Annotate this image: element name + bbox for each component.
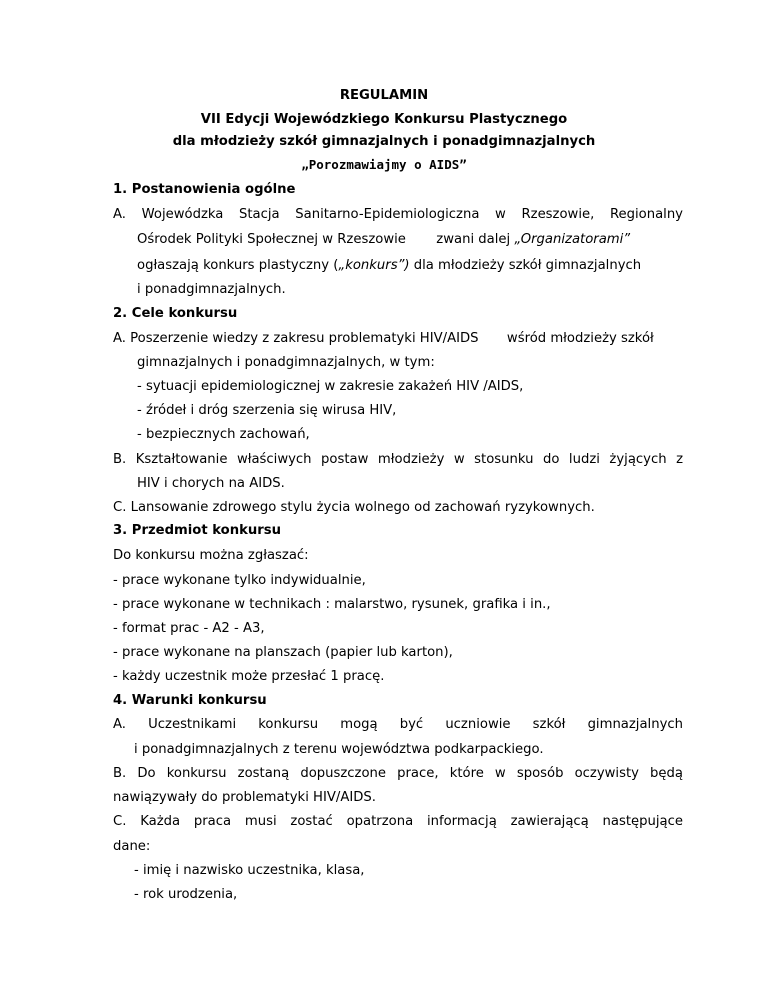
s1-a-line-3: [137, 257, 641, 275]
s3-dash-1: - prace wykonane tylko indywidualnie,: [113, 573, 366, 588]
s4-b-line-2: nawiązywały do problematyki HIV/AIDS.: [113, 790, 376, 805]
s4-c-line-1: C. Każda praca musi zostać opatrzona informacją zawierającą następujące: [113, 814, 683, 829]
s2-a-line-1: [113, 330, 654, 348]
section-3-heading: 3. Przedmiot konkursu: [113, 523, 281, 538]
s4-c-dash-1: - imię i nazwisko uczestnika, klasa,: [134, 863, 365, 878]
s1-contest-term: „konkurs”): [338, 258, 410, 273]
s2-a-dash-2: - źródeł i dróg szerzenia się wirusa HIV,: [137, 403, 397, 418]
s3-dash-2: - prace wykonane w technikach : malarstwo, rysunek, grafika i in.,: [113, 597, 551, 612]
s3-intro: Do konkursu można zgłaszać:: [113, 548, 309, 563]
doc-title: REGULAMIN: [339, 88, 429, 103]
s4-b-line-1: B. Do konkursu zostaną dopuszczone prace, które w sposób oczywisty będą: [113, 766, 683, 781]
s1-a-line-2a: Ośrodek Polityki Społecznej w Rzeszowie: [137, 232, 406, 247]
doc-audience: dla młodzieży szkół gimnazjalnych i ponadgimnazjalnych: [172, 134, 596, 149]
s3-dash-3: - format prac - A2 - A3,: [113, 621, 265, 636]
s1-a-line-2b: zwani dalej: [436, 232, 515, 247]
s2-c-line-1: C. Lansowanie zdrowego stylu życia wolnego od zachowań ryzykownych.: [113, 500, 595, 515]
s2-a-line-1a: A. Poszerzenie wiedzy z zakresu problematyki HIV/AIDS: [113, 331, 479, 346]
s2-a-line-1b: wśród młodzieży szkół: [506, 331, 654, 346]
s2-a-dash-1: - sytuacji epidemiologicznej w zakresie zakażeń HIV /AIDS,: [137, 379, 524, 394]
s4-c-dash-2: - rok urodzenia,: [134, 887, 238, 902]
s3-dash-5: - każdy uczestnik może przesłać 1 pracę.: [113, 669, 385, 684]
s2-a-dash-3: - bezpiecznych zachowań,: [137, 427, 310, 442]
s1-a-line-2: [137, 231, 630, 249]
s3-dash-4: - prace wykonane na planszach (papier lub karton),: [113, 645, 453, 660]
s4-a-line-1: A. Uczestnikami konkursu mogą być uczniowie szkół gimnazjalnych: [113, 717, 683, 732]
section-2-heading: 2. Cele konkursu: [113, 306, 238, 321]
doc-motto: „Porozmawiajmy o AIDS”: [301, 157, 467, 172]
s1-a-line-3c: dla młodzieży szkół gimnazjalnych: [409, 258, 642, 273]
s4-a-line-2: i ponadgimnazjalnych z terenu województwa podkarpackiego.: [134, 742, 544, 757]
s1-organizers-term: „Organizatorami”: [514, 232, 631, 247]
section-4-heading: 4. Warunki konkursu: [113, 693, 267, 708]
s1-a-line-4: i ponadgimnazjalnych.: [137, 282, 286, 297]
s2-b-line-2: HIV i chorych na AIDS.: [137, 476, 285, 491]
s1-a-line-3a: ogłaszają konkurs plastyczny (: [137, 258, 339, 273]
section-1-heading: 1. Postanowienia ogólne: [113, 182, 296, 197]
s2-b-line-1: B. Kształtowanie właściwych postaw młodzieży w stosunku do ludzi żyjących z: [113, 452, 683, 467]
s1-a-line-1: A. Wojewódzka Stacja Sanitarno-Epidemiologiczna w Rzeszowie, Regionalny: [113, 207, 683, 222]
s2-a-line-2: gimnazjalnych i ponadgimnazjalnych, w tym:: [137, 355, 435, 370]
doc-subtitle: VII Edycji Wojewódzkiego Konkursu Plastycznego: [200, 112, 568, 127]
s4-c-line-2: dane:: [113, 839, 151, 854]
